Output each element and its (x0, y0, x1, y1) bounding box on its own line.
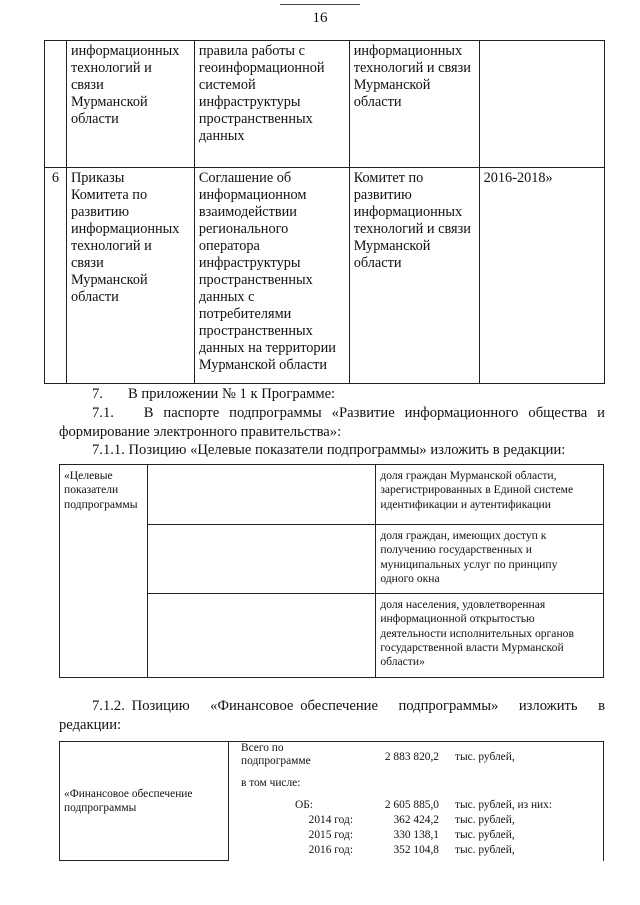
text-line: правила работы с (198, 43, 305, 59)
text-line: данных с (198, 289, 255, 305)
multiline (64, 787, 224, 815)
cell-responsible (349, 168, 479, 384)
multiline (354, 43, 475, 111)
table-row (45, 168, 605, 384)
text-line: технологий и связи (353, 60, 471, 76)
year-value: 352 104,8 (393, 844, 439, 856)
multiline (354, 170, 475, 272)
text-line: идентификации и аутентификации (380, 497, 551, 511)
text-line: информационном (198, 187, 307, 203)
year-value: 362 424,2 (393, 814, 439, 826)
text-line: Мурманской (70, 94, 148, 110)
text-line: взаимодействии (198, 204, 297, 220)
text-line: информационной открытостью (380, 612, 535, 626)
financing-table (59, 741, 604, 861)
multiline (380, 529, 599, 586)
text-line: информационных (353, 43, 463, 59)
multiline (71, 43, 190, 128)
ob-unit: тыс. рублей, из них: (455, 799, 553, 811)
text-line: доля граждан Мурманской области, (380, 469, 557, 482)
text-line: области (353, 94, 402, 110)
empty-cell (147, 594, 375, 678)
text-line: деятельности исполнительных органов (380, 626, 574, 640)
page-number: 16 (312, 10, 328, 26)
top-rule (280, 4, 360, 5)
text-line: пространственных (198, 272, 313, 288)
item-7-number: 7. (92, 386, 103, 402)
text-line: доля населения, удовлетворенная (380, 598, 546, 611)
including-label: в том числе: (241, 777, 301, 789)
cell-period (479, 41, 604, 168)
indicator-1 (376, 465, 604, 525)
year-label: 2014 год: (308, 814, 353, 826)
text-line: области (353, 255, 402, 271)
item-712-line2: редакции: (59, 717, 122, 733)
text-line: области» (380, 655, 425, 669)
text-line: развитию (70, 204, 130, 220)
text-line: развитию (353, 187, 412, 203)
text-line: показатели (64, 483, 119, 497)
multiline (380, 469, 599, 512)
item-71-line1: 7.1. В паспорте подпрограммы «Развитие информационного общества и (92, 405, 605, 421)
cell-num (45, 41, 67, 168)
text-line: доля граждан, имеющих доступ к (380, 529, 547, 542)
cell-responsible (349, 41, 479, 168)
year-unit: тыс. рублей, (455, 829, 515, 841)
cell-num: 6 (45, 168, 67, 384)
text-line: получению государственных и (380, 543, 533, 557)
text-line: потребителями (198, 306, 292, 322)
total-value: 2 883 820,2 (384, 751, 439, 763)
text-line: Мурманской (70, 272, 148, 288)
target-indicators-table (59, 464, 604, 678)
financing-values (229, 742, 604, 861)
text-line: области (70, 111, 119, 127)
text-line: пространственных (198, 111, 313, 127)
text-line: подпрограммы (64, 497, 138, 511)
text-line: муниципальных услуг по принципу (380, 557, 558, 571)
text-line: системой (198, 77, 256, 93)
text-line: Мурманской (353, 238, 431, 254)
text-line: Соглашение об (198, 170, 292, 186)
ob-value: 2 605 885,0 (384, 799, 439, 811)
text-line: геоинформационной (198, 60, 325, 76)
indicator-2 (376, 525, 604, 594)
text-line: «Целевые (64, 469, 113, 482)
year-label: 2016 год: (308, 844, 353, 856)
text-line: области (70, 289, 119, 305)
text-line: данных на территории (198, 340, 336, 356)
text-line: Комитета по (70, 187, 148, 203)
text-line: связи (70, 77, 104, 93)
text-line: связи (70, 255, 104, 271)
total-label (241, 742, 311, 768)
empty-cell (147, 465, 375, 525)
text-line: регионального (198, 221, 289, 237)
financing-label (60, 742, 229, 861)
indicators-label (60, 465, 148, 678)
text-line: Всего по (241, 742, 284, 754)
multiline (199, 170, 345, 374)
text-line: пространственных (198, 323, 313, 339)
text-line: «Финансовое обеспечение (64, 788, 193, 800)
year-value: 330 138,1 (393, 829, 439, 841)
total-unit: тыс. рублей, (455, 751, 515, 763)
text-line: технологий и (70, 60, 152, 76)
text-line: инфраструктуры (198, 94, 301, 110)
text-line: информационных (70, 43, 180, 59)
cell-title (194, 168, 349, 384)
table-row (60, 465, 604, 525)
text-line: технологий и (70, 238, 152, 254)
text-line: Приказы (70, 170, 125, 186)
table-row (60, 742, 604, 861)
text-line: Мурманской (353, 77, 431, 93)
item-711: 7.1.1. Позицию «Целевые показатели подпрограммы» изложить в редакции: (92, 442, 566, 458)
text-line: Мурманской области (198, 357, 327, 373)
text-line: инфраструктуры (198, 255, 301, 271)
text-line: государственной власти Мурманской (380, 640, 564, 654)
text-line: одного окна (380, 571, 440, 585)
activities-table (44, 40, 605, 384)
empty-cell (147, 525, 375, 594)
cell-document (66, 168, 194, 384)
text-line: оператора (198, 238, 260, 254)
multiline (241, 742, 311, 768)
table-row (45, 41, 605, 168)
text-line: подпрограмме (241, 755, 311, 767)
text-line: информационных (353, 204, 463, 220)
text-line: информационных (70, 221, 180, 237)
year-unit: тыс. рублей, (455, 814, 515, 826)
item-71-line2: формирование электронного правительства»: (59, 424, 342, 440)
text-line: зарегистрированных в Единой системе (380, 483, 574, 497)
cell-title (194, 41, 349, 168)
indicator-3 (376, 594, 604, 678)
multiline (199, 43, 345, 145)
cell-period: 2016-2018» (479, 168, 604, 384)
text-line: данных (198, 128, 245, 144)
multiline (64, 469, 143, 512)
year-label: 2015 год: (308, 829, 353, 841)
text-line: Комитет по (353, 170, 424, 186)
multiline (71, 170, 190, 306)
item-7-text: В приложении № 1 к Программе: (128, 386, 336, 402)
multiline (380, 598, 599, 669)
text-line: подпрограммы (64, 802, 137, 814)
cell-document (66, 41, 194, 168)
ob-label: ОБ: (295, 799, 313, 811)
year-unit: тыс. рублей, (455, 844, 515, 856)
item-712-line1: 7.1.2. Позицию «Финансовое обеспечение подпрограммы» изложить в (92, 698, 605, 714)
text-line: технологий и связи (353, 221, 471, 237)
